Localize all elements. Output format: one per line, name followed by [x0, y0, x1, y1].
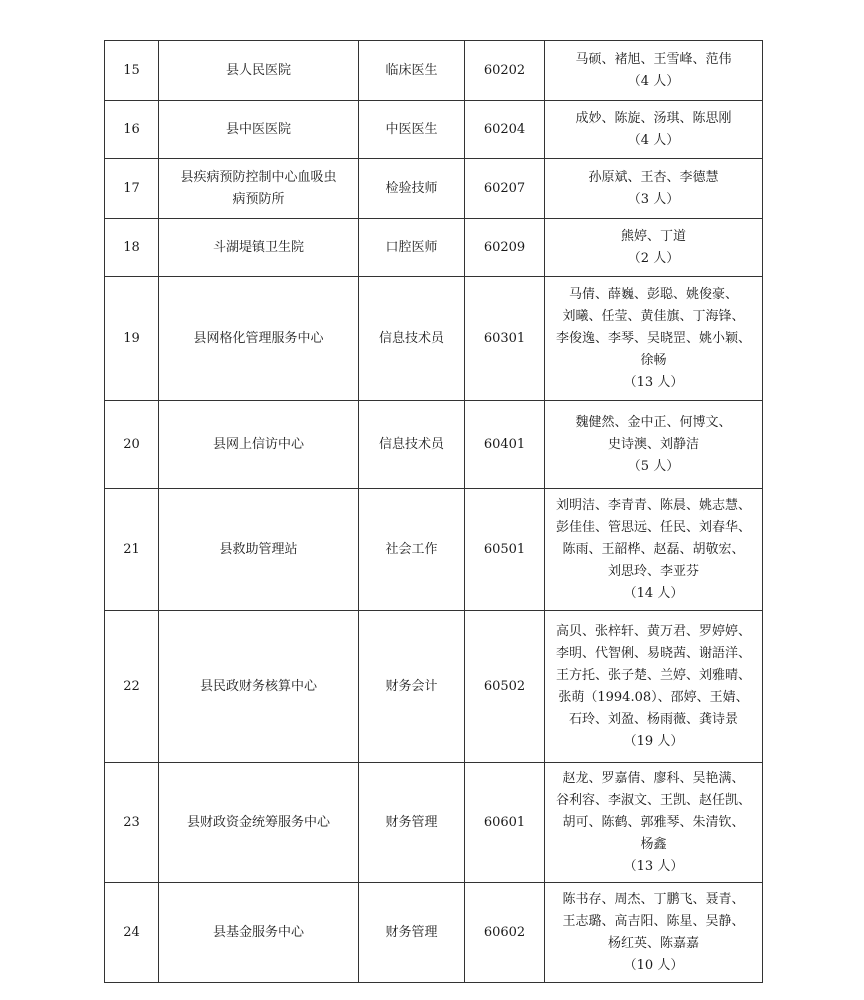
- row-number-cell: 15: [105, 41, 159, 101]
- unit-line: 县救助管理站: [219, 541, 298, 557]
- table-row: [105, 159, 763, 219]
- candidate-names-line: 魏健然、金中正、何博文、: [575, 414, 732, 430]
- candidate-count: （10 人）: [623, 957, 684, 973]
- candidate-names-line: 徐畅: [640, 352, 667, 368]
- candidate-names-line: 李明、代智俐、易晓茜、谢語洋、: [555, 645, 751, 661]
- position-code-cell: 60602: [465, 883, 545, 983]
- candidates-cell: [545, 159, 763, 219]
- unit-cell: [159, 883, 359, 983]
- row-number-cell: 17: [105, 159, 159, 219]
- row-number-cell: 19: [105, 277, 159, 401]
- unit-line: 县中医医院: [225, 121, 291, 137]
- position-cell: 信息技术员: [359, 277, 465, 401]
- candidates-cell: [545, 101, 763, 159]
- table-row: [105, 41, 763, 101]
- candidates-cell: [545, 41, 763, 101]
- candidate-count: （3 人）: [627, 191, 680, 207]
- unit-line: 病预防所: [232, 191, 285, 207]
- candidate-count: （14 人）: [623, 585, 684, 601]
- candidate-count: （4 人）: [627, 132, 680, 148]
- position-code-cell: 60401: [465, 401, 545, 489]
- row-number-cell: 20: [105, 401, 159, 489]
- candidate-names-line: 马硕、褚旭、王雪峰、范伟: [575, 51, 732, 67]
- table-row: [105, 219, 763, 277]
- candidate-names-line: 成妙、陈旋、汤琪、陈思刚: [575, 110, 732, 126]
- row-number-cell: 23: [105, 763, 159, 883]
- candidates-cell: [545, 219, 763, 277]
- unit-line: 县基金服务中心: [212, 924, 304, 940]
- unit-cell: [159, 101, 359, 159]
- position-cell: 中医医生: [359, 101, 465, 159]
- position-code-cell: 60202: [465, 41, 545, 101]
- roster-table: [104, 40, 763, 983]
- unit-line: 县人民医院: [225, 62, 291, 78]
- unit-line: 县网上信访中心: [212, 436, 304, 452]
- position-code-cell: 60601: [465, 763, 545, 883]
- candidates-cell: [545, 401, 763, 489]
- position-code-cell: 60207: [465, 159, 545, 219]
- candidates-cell: [545, 277, 763, 401]
- position-cell: 财务管理: [359, 883, 465, 983]
- table-row: [105, 611, 763, 763]
- candidate-count: （4 人）: [627, 73, 680, 89]
- row-number-cell: 16: [105, 101, 159, 159]
- candidates-cell: [545, 489, 763, 611]
- candidate-names-line: 赵龙、罗嘉倩、廖科、吴艳满、: [562, 770, 745, 786]
- candidate-names-line: 石玲、刘盈、杨雨薇、龚诗景: [568, 711, 738, 727]
- candidate-names-line: 史诗澳、刘静洁: [607, 436, 699, 452]
- candidate-count: （5 人）: [627, 458, 680, 474]
- candidate-names-line: 刘明洁、李青青、陈晨、姚志慧、: [555, 497, 751, 513]
- unit-cell: [159, 277, 359, 401]
- candidate-names-line: 陈书存、周杰、丁鹏飞、聂青、: [562, 891, 745, 907]
- position-cell: 临床医生: [359, 41, 465, 101]
- roster-table-body: [105, 41, 763, 983]
- candidate-names-line: 孙原斌、王杏、李德慧: [588, 169, 719, 185]
- position-code-cell: 60301: [465, 277, 545, 401]
- table-row: [105, 763, 763, 883]
- candidate-names-line: 刘思玲、李亚芬: [607, 563, 699, 579]
- candidate-names-line: 王志璐、高吉阳、陈星、吴静、: [562, 913, 745, 929]
- unit-line: 县民政财务核算中心: [199, 678, 317, 694]
- unit-cell: [159, 401, 359, 489]
- unit-line: 县网格化管理服务中心: [193, 330, 324, 346]
- candidate-names-line: 陈雨、王韶桦、赵磊、胡敬宏、: [562, 541, 745, 557]
- position-code-cell: 60204: [465, 101, 545, 159]
- table-row: [105, 883, 763, 983]
- unit-cell: [159, 763, 359, 883]
- candidate-names-line: 李俊逸、李琴、吴晓罡、姚小颖、: [555, 330, 751, 346]
- position-cell: 口腔医师: [359, 219, 465, 277]
- candidate-names-line: 熊婷、丁道: [620, 228, 686, 244]
- table-row: [105, 101, 763, 159]
- table-row: [105, 277, 763, 401]
- candidates-cell: [545, 763, 763, 883]
- candidate-count: （2 人）: [627, 250, 680, 266]
- unit-cell: [159, 41, 359, 101]
- row-number-cell: 24: [105, 883, 159, 983]
- candidate-names-line: 杨红英、陈嘉嘉: [607, 935, 699, 951]
- table-row: [105, 401, 763, 489]
- position-cell: 财务管理: [359, 763, 465, 883]
- candidate-names-line: 高贝、张梓轩、黄万君、罗婷婷、: [555, 623, 751, 639]
- row-number-cell: 21: [105, 489, 159, 611]
- position-code-cell: 60209: [465, 219, 545, 277]
- position-cell: 检验技师: [359, 159, 465, 219]
- candidate-names-line: 张萌（1994.08）、邵婷、王婧、: [558, 689, 749, 705]
- table-row: [105, 489, 763, 611]
- unit-line: 斗湖堤镇卫生院: [212, 239, 304, 255]
- unit-cell: [159, 489, 359, 611]
- position-cell: 社会工作: [359, 489, 465, 611]
- unit-line: 县疾病预防控制中心血吸虫: [180, 169, 337, 185]
- candidate-names-line: 彭佳佳、管思远、任民、刘春华、: [555, 519, 751, 535]
- unit-cell: [159, 611, 359, 763]
- candidate-names-line: 王方托、张子楚、兰婷、刘雅晴、: [555, 667, 751, 683]
- position-cell: 信息技术员: [359, 401, 465, 489]
- position-code-cell: 60501: [465, 489, 545, 611]
- unit-cell: [159, 219, 359, 277]
- candidate-names-line: 杨鑫: [640, 836, 667, 852]
- candidate-count: （19 人）: [623, 733, 684, 749]
- position-code-cell: 60502: [465, 611, 545, 763]
- unit-cell: [159, 159, 359, 219]
- unit-line: 县财政资金统筹服务中心: [186, 814, 330, 830]
- row-number-cell: 22: [105, 611, 159, 763]
- candidates-cell: [545, 611, 763, 763]
- candidate-names-line: 胡可、陈鹤、郭雅琴、朱清钦、: [562, 814, 745, 830]
- row-number-cell: 18: [105, 219, 159, 277]
- position-cell: 财务会计: [359, 611, 465, 763]
- candidates-cell: [545, 883, 763, 983]
- candidate-names-line: 谷利容、李淑文、王凯、赵任凯、: [555, 792, 751, 808]
- candidate-names-line: 马倩、薛巍、彭聪、姚俊豪、: [568, 286, 738, 302]
- candidate-count: （13 人）: [623, 374, 684, 390]
- candidate-count: （13 人）: [623, 858, 684, 874]
- candidate-names-line: 刘曦、任莹、黄佳旗、丁海锋、: [562, 308, 745, 324]
